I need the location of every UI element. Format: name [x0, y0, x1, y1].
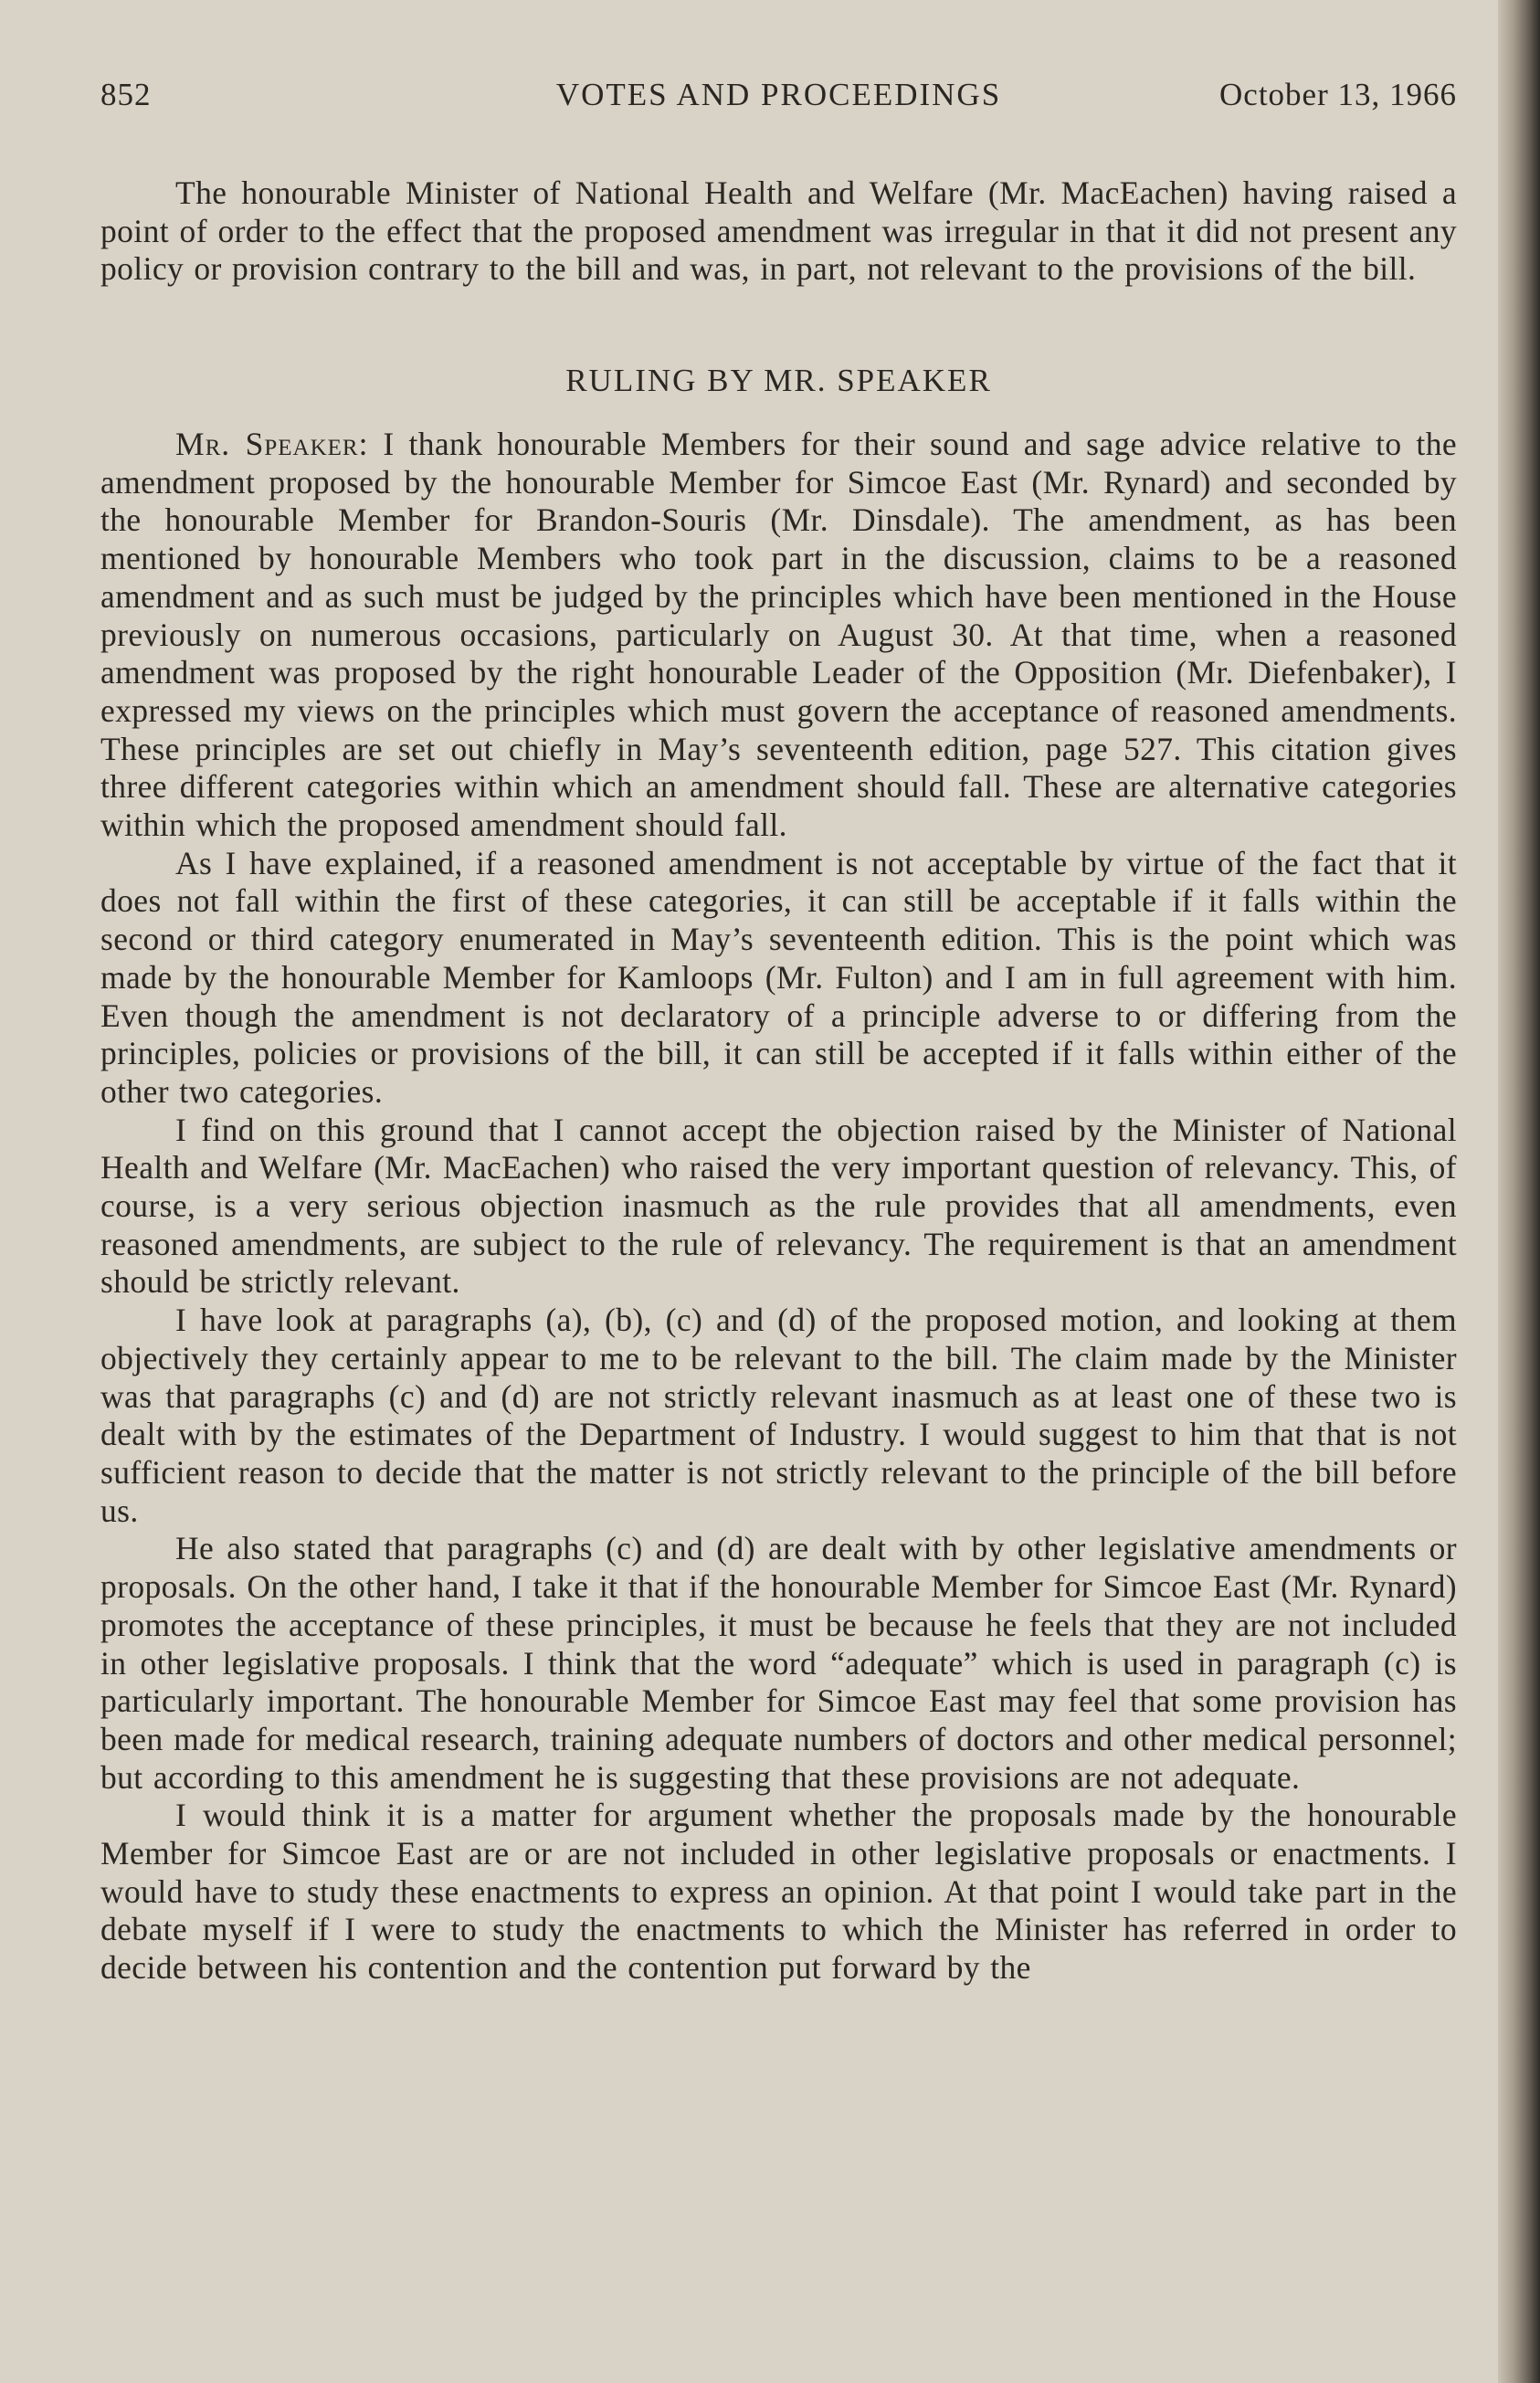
header-date: October 13, 1966 — [1219, 77, 1457, 112]
ruling-paragraph-5: He also stated that paragraphs (c) and (d) are dealt with by other legislative amendments or proposals. On the other hand, I take it that if the honourable Member for Simcoe East (Mr. Rynard) promotes the acceptance of these principles, it must be because he feels that they are not included in other legislative proposals. I think that the word “adequate” which is used in paragraph (c) is particularly important. The honourable Member for Simcoe East may feel that some provision has been made for medical research, training adequate numbers of doctors and other medical personnel; but according to this amendment he is suggesting that these provisions are not adequate. — [100, 1530, 1457, 1796]
ruling-paragraph-6: I would think it is a matter for argument whether the proposals made by the honourable Member for Simcoe East are or are not included in other legislative proposals or enactments. I would have to study these enactments to express an opinion. At that point I would take part in the debate myself if I were to study the enactments to which the Minister has referred in order to decide between his contention and the contention put forward by the — [100, 1797, 1457, 1987]
ruling-paragraph-3: I find on this ground that I cannot accept the objection raised by the Minister of National Health and Welfare (Mr. MacEachen) who raised the very important question of relevancy. This, of course, is a very serious objection inasmuch as the rule provides that all amendments, even reasoned amendments, are subject to the rule of relevancy. The requirement is that an amendment should be strictly relevant. — [100, 1111, 1457, 1301]
ruling-paragraph-2: As I have explained, if a reasoned amendment is not acceptable by virtue of the fact that it does not fall within the first of these categories, it can still be acceptable if it falls within the second or third category enumerated in May’s seventeenth edition. This is the point which was made by the honourable Member for Kamloops (Mr. Fulton) and I am in full agreement with him. Even though the amendment is not declaratory of a principle adverse to or differing from the principles, policies or provisions of the bill, it can still be accepted if it falls within either of the other two categories. — [100, 844, 1457, 1110]
page-number: 852 — [100, 77, 152, 112]
ruling-heading: RULING BY MR. SPEAKER — [565, 363, 992, 398]
running-header — [100, 77, 1457, 122]
intro-block — [100, 174, 1457, 289]
intro-paragraph: The honourable Minister of National Health and Welfare (Mr. MacEachen) having raised a point of order to the effect that the proposed amendment was irregular in that it did not present any policy or provision contrary to the bill and was, in part, not relevant to the provisions of the bill. — [100, 174, 1457, 288]
page-edge-shadow — [1498, 0, 1540, 2383]
ruling-paragraph-4: I have look at paragraphs (a), (b), (c) and (d) of the proposed motion, and looking at them objectively they certainly appear to me to be relevant to the bill. The claim made by the Minister was that paragraphs (c) and (d) are not strictly relevant inasmuch as at least one of these two is dealt with by the estimates of the Department of Industry. I would suggest to him that that is not sufficient reason to decide that the matter is not strictly relevant to the principle of the bill before us. — [100, 1302, 1457, 1529]
ruling-paragraph-1-text: I thank honourable Members for their sound and sage advice relative to the amendment proposed by the honourable Member for Simcoe East (Mr. Rynard) and seconded by the honourable Member for Brandon-Souris (Mr. Dinsdale). The amendment, as has been mentioned by honourable Members who took part in the discussion, claims to be a reasoned amendment and as such must be judged by the principles which have been mentioned in the House previously on numerous occasions, particularly on August 30. At that time, when a reasoned amendment was proposed by the right honourable Leader of the Opposition (Mr. Diefenbaker), I expressed my views on the principles which must govern the acceptance of reasoned amendments. These principles are set out chiefly in May’s seventeenth edition, page 527. This citation gives three different categories within which an amendment should fall. These are alternative categories within which the proposed amendment should fall. — [100, 426, 1458, 844]
publication-title: VOTES AND PROCEEDINGS — [555, 77, 1002, 112]
ruling-body — [100, 426, 1457, 1988]
ruling-paragraph-1 — [100, 426, 1457, 845]
speaker-label: Mr. Speaker: — [175, 426, 369, 462]
